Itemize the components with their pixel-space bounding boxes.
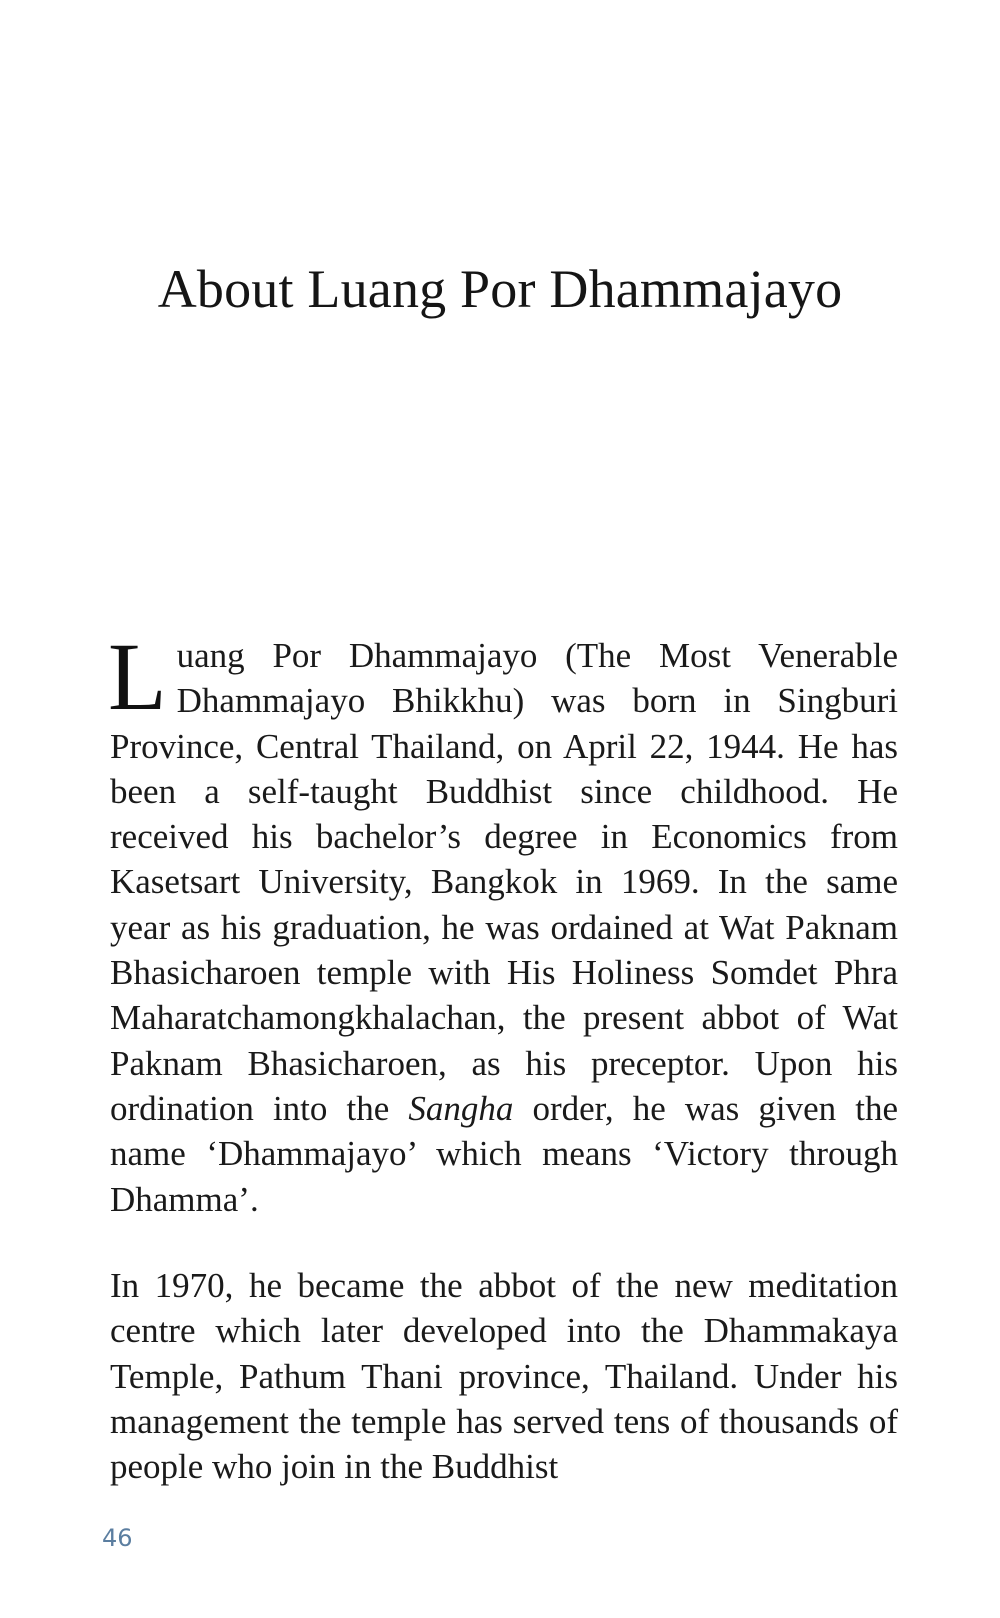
page-title: About Luang Por Dhammajayo (157, 259, 843, 319)
italic-term-sangha: Sangha (408, 1088, 514, 1128)
drop-cap: L (108, 623, 167, 730)
paragraph-1-text-start: uang Por Dhammajayo (The Most Venerable Dhammajayo Bhikkhu) was born in Singburi Province, Central Thailand, on April 22, 1944. He has been a self-taught Buddhist since childhood. He received his bachelor’s degree in Economics from Kasetsart University, Bangkok in 1969. In the same year as his graduation, he was ordained at Wat Paknam Bhasicharoen temple with His Holiness Somdet Phra Maharatchamongkhalachan, the present abbot of Wat Paknam Bhasicharoen, as his preceptor. Upon his ordination into the (110, 636, 898, 1128)
body-paragraph-2: In 1970, he became the abbot of the new meditation centre which later developed into the Dhammakaya Temple, Pathum Thani province, Thailand. Under his management the temple has served tens of thousands of people who join in the Buddhist (110, 1266, 898, 1487)
body-paragraph-1 (108, 623, 898, 1222)
paragraph-1-text-end: order, he was given the name ‘Dhammajayo’ which means ‘Victory through Dhamma’. (110, 1088, 898, 1219)
page-number: 46 (102, 1524, 133, 1552)
